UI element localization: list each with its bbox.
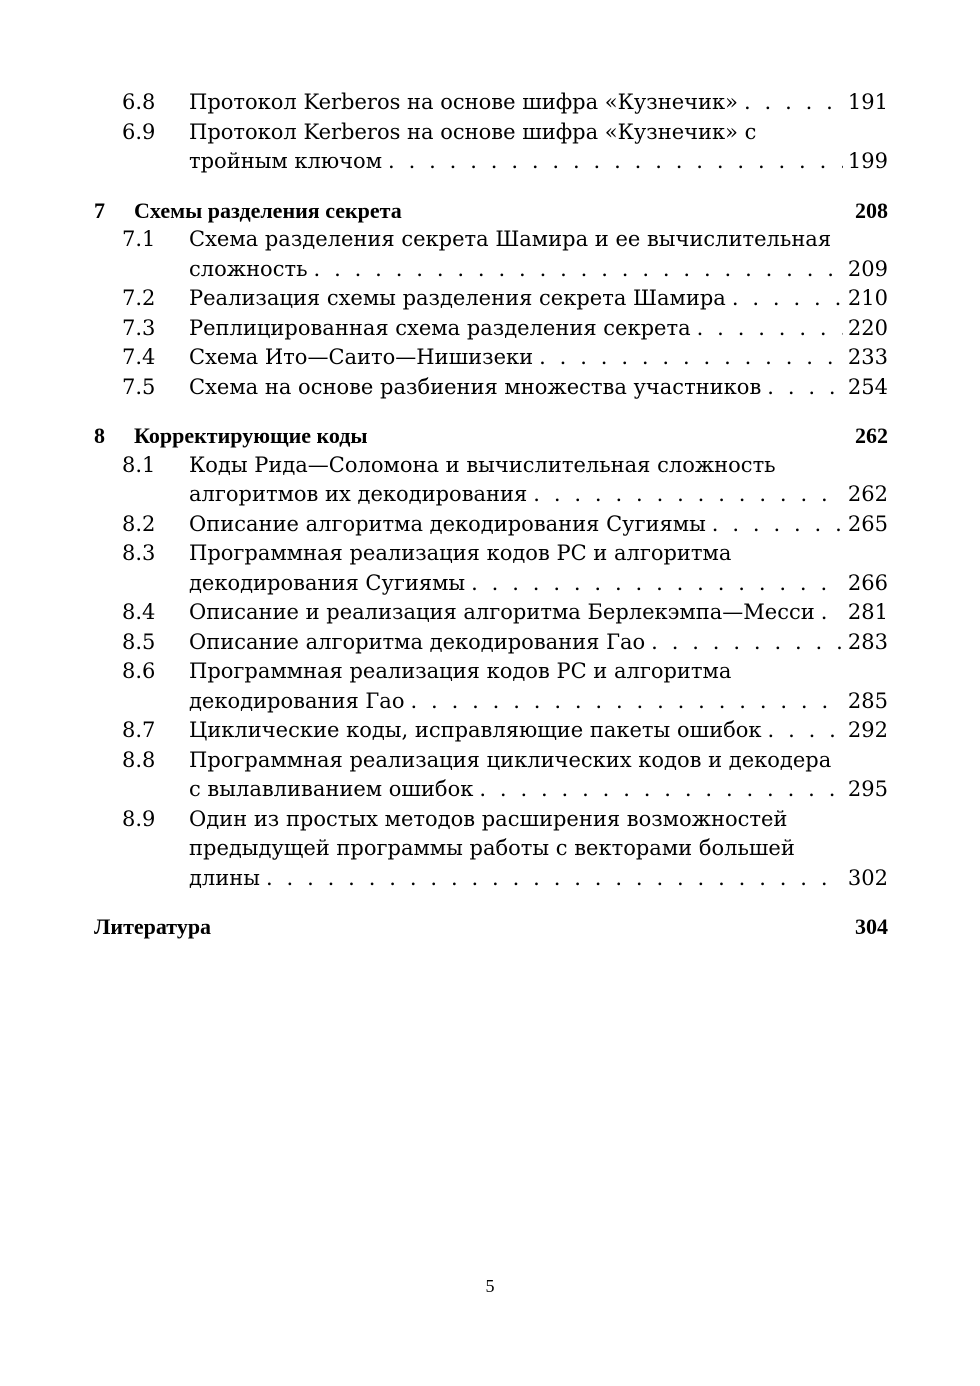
section-title — [189, 314, 888, 344]
dot-leader — [767, 373, 843, 403]
section-title-line: предыдущей программы работы с векторами большей — [189, 836, 795, 860]
section-title-last-line — [189, 569, 888, 599]
section-title-line: Схема разделения секрета Шамира и ее вычислительная — [189, 227, 832, 251]
section-page-number: 266 — [847, 570, 888, 595]
toc-entry[interactable] — [94, 343, 888, 373]
section-title-text: Описание алгоритма декодирования Гао — [189, 629, 646, 654]
section-title-text: тройным ключом — [189, 149, 383, 173]
section-number: 6.8 — [122, 90, 156, 114]
section-title-text: сложность — [189, 256, 308, 281]
section-number: 8.1 — [122, 452, 156, 477]
section-page-number: 302 — [847, 865, 888, 890]
section-page-number: 292 — [847, 718, 888, 742]
section-title-last-line — [189, 598, 888, 628]
section-number: 8.6 — [122, 659, 156, 683]
toc-entry[interactable] — [94, 373, 888, 403]
section-title-last-line — [189, 373, 888, 403]
section-page-number: 191 — [847, 90, 888, 114]
section-title-text: Реплицированная схема разделения секрета — [189, 315, 691, 340]
dot-leader — [410, 687, 842, 717]
section-page-number: 220 — [847, 315, 888, 340]
section-title — [189, 284, 888, 314]
section-page-number: 281 — [847, 600, 888, 624]
chapter-number: 7 — [94, 197, 105, 223]
section-page-number: 262 — [847, 482, 888, 506]
section-title — [189, 118, 888, 177]
section-page-number: 295 — [847, 777, 888, 801]
toc-entry[interactable] — [94, 716, 888, 746]
dot-leader — [744, 88, 843, 118]
page-number: 5 — [485, 1276, 495, 1296]
section-page-number: 285 — [847, 688, 888, 713]
chapter-title: Корректирующие коды — [134, 423, 368, 448]
toc-entry[interactable] — [94, 284, 888, 314]
section-title-text: с вылавливанием ошибок — [189, 777, 474, 801]
dot-leader — [732, 284, 843, 314]
section-title-text: Циклические коды, исправляющие пакеты ошибок — [189, 718, 762, 742]
dot-leader — [651, 628, 843, 658]
section-title — [189, 657, 888, 716]
section-title — [189, 539, 888, 598]
section-title — [189, 343, 888, 373]
section-title-line: Протокол Kerberos на основе шифра «Кузнечик» с — [189, 119, 757, 144]
toc-entry[interactable] — [94, 225, 888, 284]
section-page-number: 283 — [847, 629, 888, 654]
section-title-text: Схема на основе разбиения множества участников — [189, 374, 762, 399]
section-title-last-line — [189, 864, 888, 894]
chapter-heading[interactable] — [94, 196, 888, 226]
section-number: 7.2 — [122, 286, 156, 310]
section-title-last-line — [189, 314, 888, 344]
dot-leader — [471, 569, 843, 599]
section-title — [189, 88, 888, 118]
section-page-number: 254 — [847, 374, 888, 399]
section-title — [189, 746, 888, 805]
dot-leader — [266, 864, 843, 894]
section-page-number: 199 — [847, 149, 888, 173]
section-title — [189, 510, 888, 540]
section-title-line: Один из простых методов расширения возможностей — [189, 806, 788, 831]
dot-leader — [314, 255, 843, 285]
section-number: 8.3 — [122, 541, 156, 565]
toc-entry[interactable] — [94, 118, 888, 177]
dot-leader — [533, 480, 843, 510]
chapter-page-number: 208 — [855, 197, 888, 223]
section-number: 8.2 — [122, 511, 156, 536]
chapter-title: Схемы разделения секрета — [134, 197, 402, 223]
toc-entry[interactable] — [94, 510, 888, 540]
dot-leader — [768, 716, 843, 746]
literature-page-number: 304 — [855, 914, 888, 939]
section-number: 7.5 — [122, 374, 156, 399]
toc-entry[interactable] — [94, 451, 888, 510]
dot-leader — [821, 598, 843, 628]
section-page-number: 233 — [847, 345, 888, 369]
section-page-number: 209 — [847, 256, 888, 281]
section-number: 8.9 — [122, 806, 156, 831]
dot-leader — [479, 775, 843, 805]
section-title-line: Программная реализация циклических кодов и декодера — [189, 747, 832, 772]
section-number: 7.3 — [122, 315, 156, 340]
section-number: 8.5 — [122, 629, 156, 654]
section-title — [189, 628, 888, 658]
toc-entry[interactable] — [94, 314, 888, 344]
section-number: 8.7 — [122, 718, 156, 742]
literature-title: Литература — [94, 914, 212, 939]
dot-leader — [388, 147, 843, 177]
section-title-last-line — [189, 480, 888, 510]
section-title — [189, 716, 888, 746]
section-title-text: длины — [189, 865, 260, 890]
section-title — [189, 373, 888, 403]
dot-leader — [697, 314, 843, 344]
toc-entry[interactable] — [94, 746, 888, 805]
section-title-last-line — [189, 716, 888, 746]
literature-heading[interactable] — [94, 912, 888, 942]
section-title-text: Схема Ито—Саито—Нишизеки — [189, 345, 534, 369]
section-title-text: декодирования Гао — [189, 688, 405, 713]
section-title-last-line — [189, 88, 888, 118]
toc-entry[interactable] — [94, 628, 888, 658]
section-page-number: 210 — [847, 286, 888, 310]
section-title — [189, 225, 888, 284]
section-title-last-line — [189, 687, 888, 717]
table-of-contents — [94, 88, 888, 942]
dot-leader — [712, 510, 843, 540]
section-title-text: Протокол Kerberos на основе шифра «Кузнечик» — [189, 90, 738, 114]
section-title-text: декодирования Сугиямы — [189, 570, 466, 595]
section-title-line: Коды Рида—Соломона и вычислительная сложность — [189, 452, 776, 477]
toc-entry[interactable] — [94, 657, 888, 716]
section-title-last-line — [189, 284, 888, 314]
section-number: 7.4 — [122, 345, 156, 369]
toc-entry[interactable] — [94, 88, 888, 118]
section-title — [189, 451, 888, 510]
section-title-last-line — [189, 628, 888, 658]
section-number: 7.1 — [122, 227, 156, 251]
section-title-line: Программная реализация кодов РС и алгоритма — [189, 541, 732, 565]
section-title-line: Программная реализация кодов РС и алгоритма — [189, 659, 732, 683]
toc-entry[interactable] — [94, 598, 888, 628]
dot-leader — [539, 343, 843, 373]
chapter-number: 8 — [94, 423, 105, 448]
section-title-text: алгоритмов их декодирования — [189, 482, 528, 506]
section-number: 6.9 — [122, 119, 156, 144]
chapter-page-number: 262 — [855, 423, 888, 448]
section-number: 8.4 — [122, 600, 156, 624]
section-page-number: 265 — [847, 511, 888, 536]
section-title-last-line — [189, 147, 888, 177]
section-title — [189, 805, 888, 894]
section-title-last-line — [189, 775, 888, 805]
toc-entry[interactable] — [94, 805, 888, 894]
section-title-last-line — [189, 510, 888, 540]
section-title-last-line — [189, 255, 888, 285]
chapter-heading[interactable] — [94, 421, 888, 451]
section-title — [189, 598, 888, 628]
section-title-text: Реализация схемы разделения секрета Шамира — [189, 286, 726, 310]
section-title-text: Описание алгоритма декодирования Сугиямы — [189, 511, 706, 536]
section-title-text: Описание и реализация алгоритма Берлекэмпа—Месси — [189, 600, 815, 624]
toc-entry[interactable] — [94, 539, 888, 598]
section-title-last-line — [189, 343, 888, 373]
section-number: 8.8 — [122, 747, 156, 772]
